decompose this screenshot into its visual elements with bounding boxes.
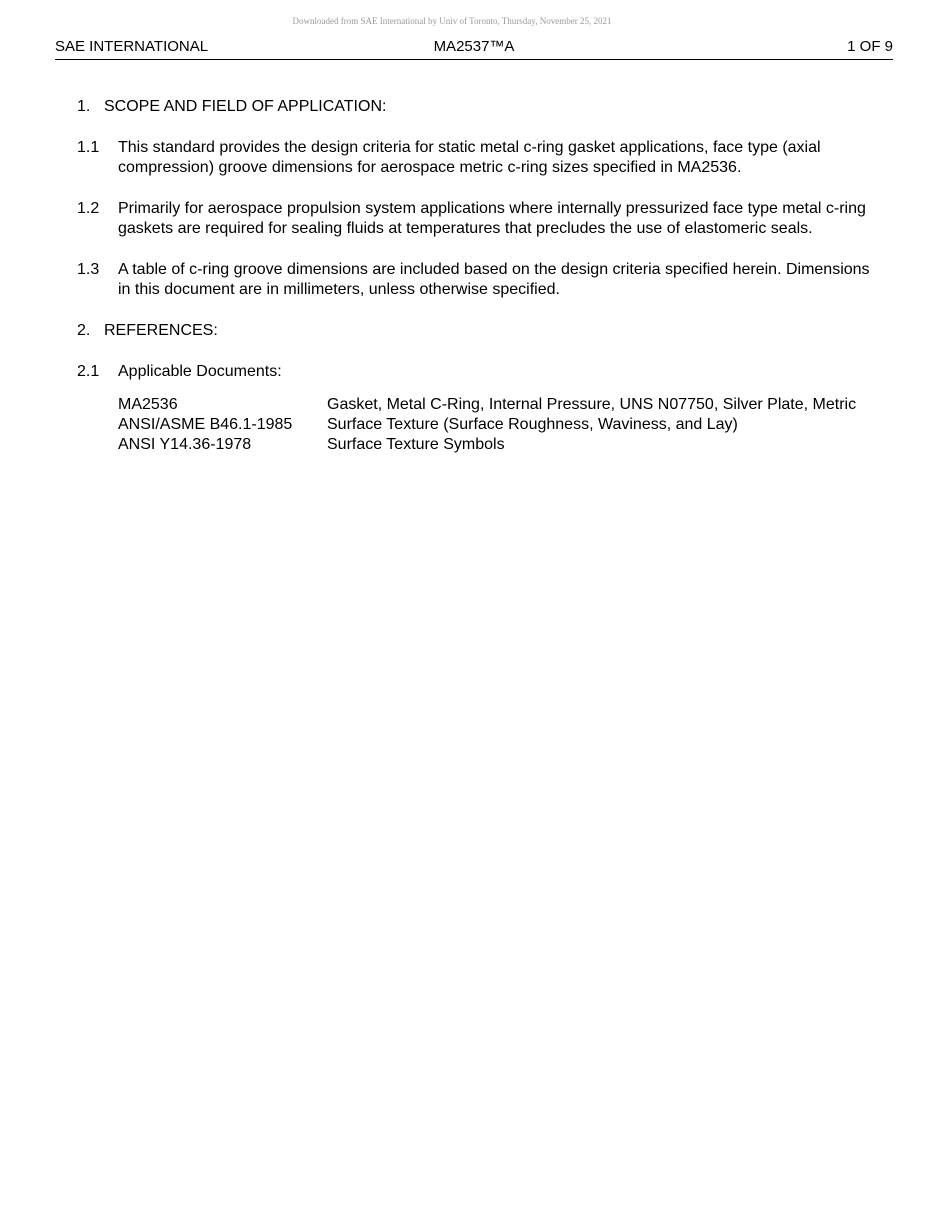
publisher-name: SAE INTERNATIONAL — [55, 38, 209, 55]
reference-id: MA2536 — [118, 396, 178, 413]
paragraph-1-1 — [77, 138, 877, 178]
paragraph-text: Primarily for aerospace propulsion system applications where internally pressurized face type metal c-ring gaskets are required for sealing fluids at temperatures that precludes the use of elastomeric seals. — [118, 200, 866, 237]
section-heading-references — [77, 321, 877, 341]
document-body — [77, 97, 877, 455]
page-header — [55, 38, 893, 60]
reference-row — [118, 415, 877, 435]
document-number: MA2537™A — [433, 38, 515, 55]
paragraph-text: This standard provides the design criteria for static metal c-ring gasket applications, face type (axial compression) groove dimensions for aerospace metric c-ring sizes specified in MA2536. — [118, 139, 821, 176]
section-title: SCOPE AND FIELD OF APPLICATION: — [104, 98, 387, 115]
paragraph-text: Applicable Documents: — [118, 363, 282, 380]
reference-id: ANSI Y14.36-1978 — [118, 436, 252, 453]
paragraph-number: 1.2 — [77, 200, 100, 217]
section-title: REFERENCES: — [104, 322, 218, 339]
reference-description: Surface Texture (Surface Roughness, Waviness, and Lay) — [327, 416, 738, 433]
reference-list — [118, 395, 877, 455]
paragraph-1-3 — [77, 260, 877, 300]
reference-description: Gasket, Metal C-Ring, Internal Pressure, UNS N07750, Silver Plate, Metric — [327, 396, 857, 413]
page-number: 1 OF 9 — [847, 38, 893, 55]
download-watermark: Downloaded from SAE International by Univ of Toronto, Thursday, November 25, 2021 — [292, 16, 612, 26]
reference-row — [118, 395, 877, 415]
section-heading-scope — [77, 97, 877, 117]
paragraph-number: 1.3 — [77, 261, 100, 278]
reference-row — [118, 435, 877, 455]
paragraph-number: 2.1 — [77, 363, 100, 380]
paragraph-1-2 — [77, 199, 877, 239]
section-number: 1. — [77, 98, 91, 115]
paragraph-number: 1.1 — [77, 139, 100, 156]
paragraph-2-1 — [77, 362, 877, 382]
paragraph-text: A table of c-ring groove dimensions are included based on the design criteria specified herein. Dimensions in this document are in millimeters, unless otherwise specified. — [118, 261, 870, 298]
reference-description: Surface Texture Symbols — [327, 436, 505, 453]
section-number: 2. — [77, 322, 91, 339]
reference-id: ANSI/ASME B46.1-1985 — [118, 416, 293, 433]
